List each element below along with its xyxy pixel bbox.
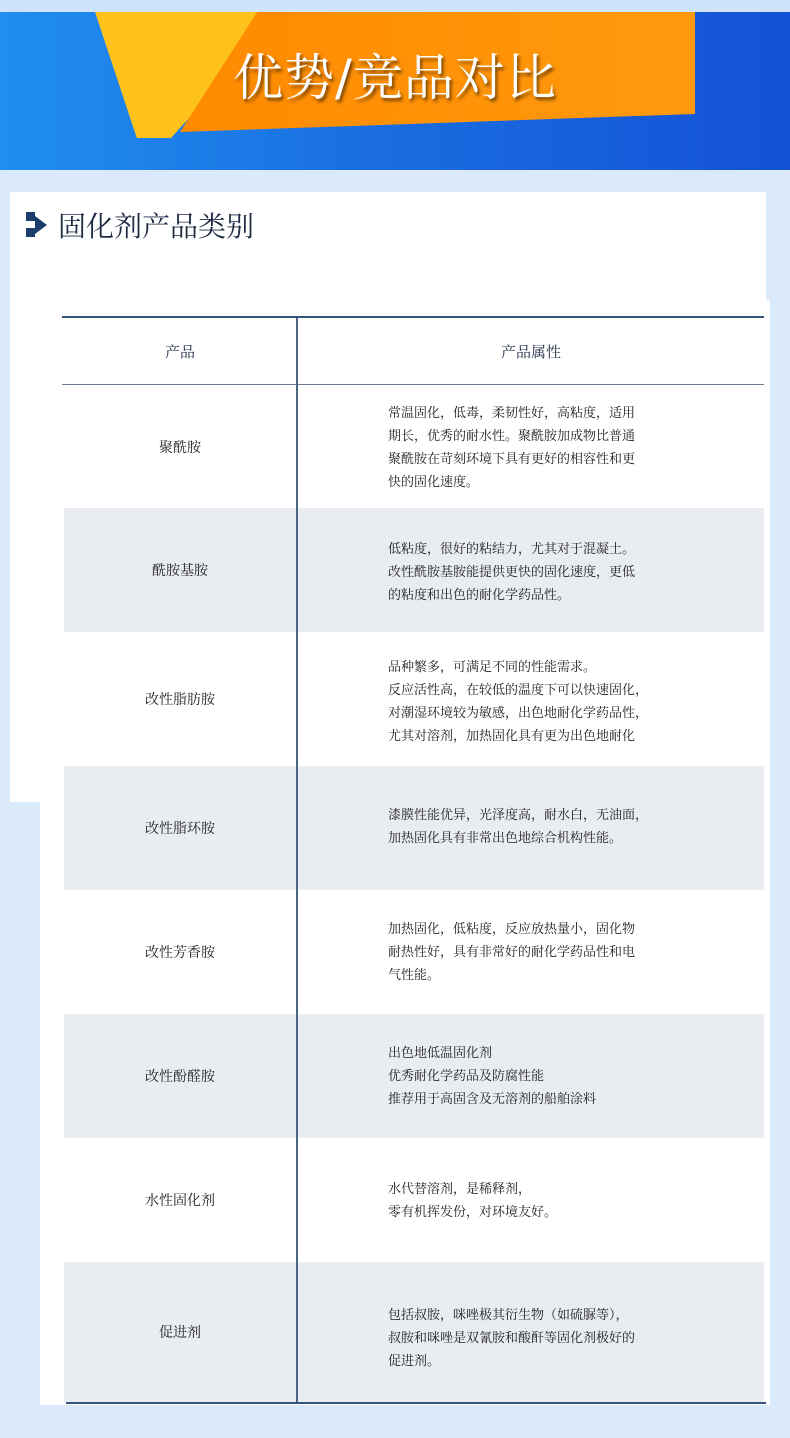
property-line: 促进剂。 — [388, 1354, 441, 1369]
table-row — [64, 766, 764, 890]
table-column-divider — [296, 318, 298, 1402]
table-row — [64, 632, 764, 766]
product-properties — [388, 1178, 688, 1224]
property-line: 期长，优秀的耐水性。聚酰胺加成物比普通 — [388, 429, 636, 444]
product-name: 酰胺基胺 — [152, 563, 208, 579]
property-line: 的粘度和出色的耐化学药品性。 — [388, 588, 571, 603]
property-line: 漆膜性能优异，光泽度高，耐水白，无油面， — [388, 808, 649, 823]
banner-title: 优势/竞品对比 — [233, 49, 557, 107]
property-line: 优秀耐化学药品及防腐性能 — [388, 1069, 545, 1084]
product-name: 改性酚醛胺 — [145, 1069, 215, 1085]
product-properties — [388, 918, 688, 987]
header-properties: 产品属性 — [500, 342, 561, 361]
property-line: 加热固化具有非常出色地综合机构性能。 — [388, 831, 623, 846]
product-name: 聚酰胺 — [159, 440, 201, 456]
table-row — [64, 1138, 764, 1262]
product-properties — [388, 538, 688, 607]
table-row — [64, 1262, 764, 1402]
product-properties — [388, 402, 688, 494]
product-name: 改性芳香胺 — [145, 945, 215, 961]
property-line: 耐热性好，具有非常好的耐化学药品性和电 — [388, 945, 636, 960]
property-line: 水代替溶剂，是稀释剂， — [388, 1182, 532, 1197]
property-line: 改性酰胺基胺能提供更快的固化速度，更低 — [388, 565, 636, 580]
property-line: 反应活性高，在较低的温度下可以快速固化， — [388, 683, 649, 698]
header-banner — [0, 0, 790, 170]
property-line: 常温固化，低毒，柔韧性好，高粘度，适用 — [388, 406, 636, 421]
section-title: 固化剂产品类别 — [58, 210, 255, 243]
table-row — [64, 508, 764, 632]
product-properties — [388, 804, 688, 850]
table-row — [64, 386, 764, 508]
property-line: 零有机挥发份，对环境友好。 — [388, 1205, 558, 1220]
property-line: 对潮湿环境较为敏感，出色地耐化学药品性， — [388, 706, 649, 721]
property-line: 尤其对溶剂，加热固化具有更为出色地耐化 — [388, 729, 636, 744]
table-row — [64, 890, 764, 1014]
product-name: 促进剂 — [159, 1325, 201, 1341]
property-line: 快的固化速度。 — [388, 475, 480, 490]
property-line: 低粘度，很好的粘结力，尤其对于混凝土。 — [388, 542, 636, 557]
property-line: 包括叔胺，咪唑极其衍生物（如硫脲等）， — [388, 1308, 629, 1323]
table-row — [64, 1014, 764, 1138]
property-line: 气性能。 — [388, 968, 441, 983]
property-line: 出色地低温固化剂 — [388, 1046, 493, 1061]
property-line: 加热固化，低粘度，反应放热量小，固化物 — [388, 922, 636, 937]
product-properties — [388, 1304, 688, 1373]
property-line: 品种繁多，可满足不同的性能需求。 — [388, 660, 597, 675]
header-product: 产品 — [164, 342, 195, 361]
product-properties — [388, 1042, 688, 1111]
banner-top-strip — [0, 0, 790, 12]
product-name: 水性固化剂 — [145, 1193, 215, 1209]
product-name: 改性脂肪胺 — [145, 692, 215, 708]
table-header-rule — [62, 384, 764, 385]
section-header — [26, 205, 254, 245]
arrow-bullet-icon — [26, 210, 48, 240]
property-line: 叔胺和咪唑是双氰胺和酸酐等固化剂极好的 — [388, 1331, 636, 1346]
property-line: 聚酰胺在苛刻环境下具有更好的相容性和更 — [388, 452, 636, 467]
property-line: 推荐用于高固含及无溶剂的船舶涂料 — [388, 1092, 597, 1107]
product-name: 改性脂环胺 — [145, 821, 215, 837]
product-properties — [388, 656, 688, 748]
table-bottom-rule — [66, 1402, 766, 1404]
